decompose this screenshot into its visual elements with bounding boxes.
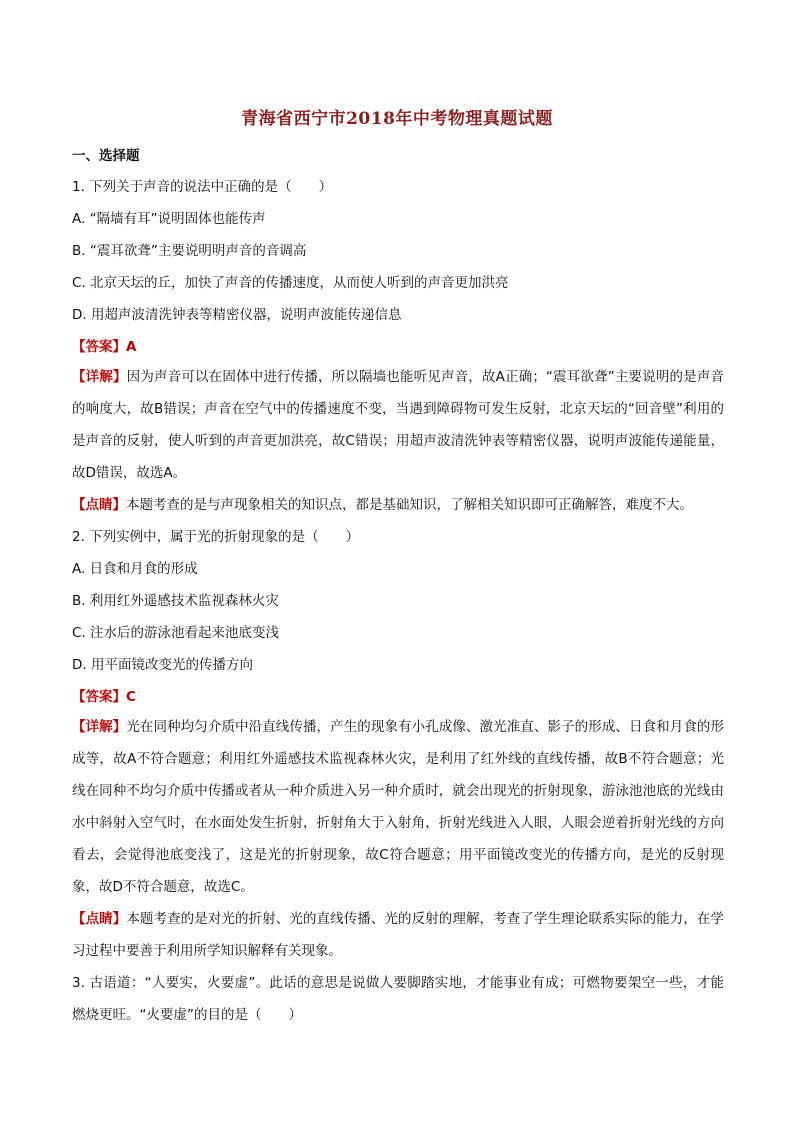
detail-text: 因为声音可以在固体中进行传播，所以隔墙也能听见声音，故A正确；“震耳欲聋”主要说明的是声音的响度大，故B错误；声音在空气中的传播速度不变，当遇到障碍物可发生反射，北京天坛的“回音壁”利用的是声音的反射，使人听到的声音更加洪亮，故C错误；用超声波清洗钟表等精密仪器，说明声波能传递能量，故D错误，故选A。 bbox=[72, 369, 724, 481]
detail-text: 光在同种均匀介质中沿直线传播，产生的现象有小孔成像、激光准直、影子的形成、日食和月食的形成等，故A不符合题意；利用红外遥感技术监视森林火灾，是利用了红外线的直线传播，故B不符合题意；光线在同种不均匀介质中传播或者从一种介质进入另一种介质时，就会出现光的折射现象，游泳池池底的光线由水中斜射入空气时，在水面处发生折射，折射角大于入射角，折射光线进入人眼，人眼会逆着折射光线的方向看去，会觉得池底变浅了，这是光的折射现象，故C符合题意；用平面镜改变光的传播方向，是光的反射现象，故D不符合题意，故选C。 bbox=[72, 719, 725, 895]
question-1-answer bbox=[72, 338, 722, 356]
page-title: 青海省西宁市2018年中考物理真题试题 bbox=[241, 109, 553, 129]
comment-tag: 【点睛】 bbox=[72, 497, 126, 513]
question-2-option-d: D. 用平面镜改变光的传播方向 bbox=[72, 657, 253, 673]
detail-tag: 【详解】 bbox=[72, 369, 127, 385]
question-2-option-c: C. 注水后的游泳池看起来池底变浅 bbox=[72, 625, 280, 641]
answer-tag: 【答案】 bbox=[72, 689, 126, 705]
question-1-option-c: C. 北京天坛的丘，加快了声音的传播速度，从而使人听到的声音更加洪亮 bbox=[72, 275, 509, 291]
question-1-comment bbox=[72, 489, 724, 521]
question-3-stem: 3. 古语道：“人要实，火要虚”。此话的意思是说做人要脚踏实地，才能事业有成；可燃物要架空一些，才能燃烧更旺。“火要虚”的目的是（ ） bbox=[72, 975, 724, 1023]
question-1-option-b: B. “震耳欲聋”主要说明明声音的音调高 bbox=[72, 243, 307, 259]
question-2-comment bbox=[72, 903, 724, 967]
question-2-option-a: A. 日食和月食的形成 bbox=[72, 561, 198, 577]
question-1-option-a: A. “隔墙有耳”说明固体也能传声 bbox=[72, 211, 266, 227]
question-1-stem: 1. 下列关于声音的说法中正确的是（ ） bbox=[72, 179, 333, 195]
question-2-stem: 2. 下列实例中，属于光的折射现象的是（ ） bbox=[72, 529, 360, 545]
answer-value: A bbox=[126, 339, 137, 355]
question-1-detail bbox=[72, 361, 724, 489]
section-heading: 一、选择题 bbox=[72, 148, 140, 164]
question-2-detail bbox=[72, 711, 724, 903]
answer-tag: 【答案】 bbox=[72, 339, 126, 355]
detail-tag: 【详解】 bbox=[72, 719, 127, 735]
comment-tag: 【点睛】 bbox=[72, 911, 127, 927]
comment-text: 本题考查的是对光的折射、光的直线传播、光的反射的理解，考查了学生理论联系实际的能力，在学习过程中要善于利用所学知识解释有关现象。 bbox=[72, 911, 725, 959]
question-1-option-d: D. 用超声波清洗钟表等精密仪器，说明声波能传递信息 bbox=[72, 307, 402, 323]
question-2-option-b: B. 利用红外遥感技术监视森林火灾 bbox=[72, 593, 279, 609]
answer-value: C bbox=[126, 689, 136, 705]
question-2-answer bbox=[72, 688, 722, 706]
comment-text: 本题考查的是与声现象相关的知识点，都是基础知识，了解相关知识即可正确解答，难度不大。 bbox=[126, 497, 693, 513]
